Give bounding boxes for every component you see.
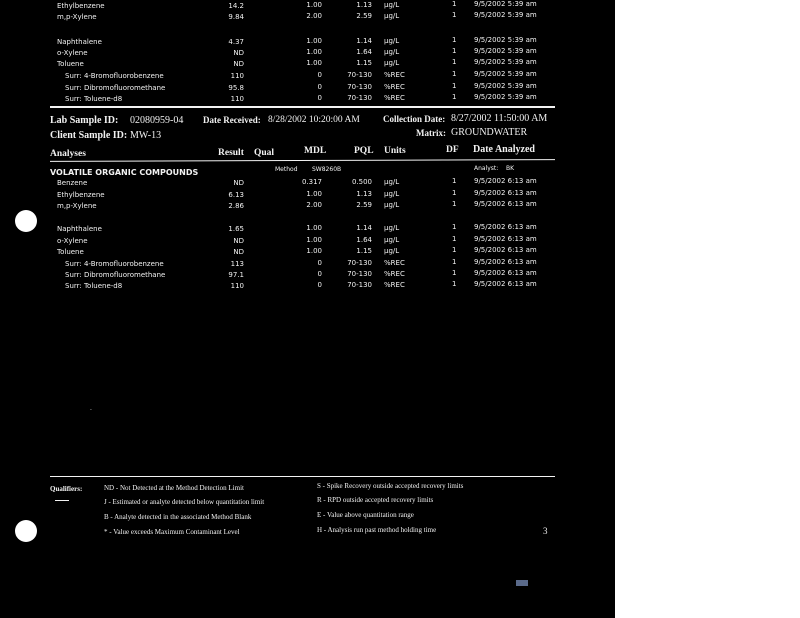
result-value: 95.8 [228, 84, 244, 92]
qualifier-item: B - Analyte detected in the associated Method Blank [104, 513, 252, 521]
sample-divider [50, 106, 555, 108]
analyte-name: Surr: Toluene-d8 [65, 282, 123, 290]
client-sample-label: Client Sample ID: [50, 130, 128, 141]
df-value: 1 [452, 223, 457, 231]
pql-value: 70-130 [347, 94, 372, 102]
date-analyzed-value: 9/5/2002 5:39 am [474, 11, 537, 19]
qualifier-item: H - Analysis run past method holding time [317, 526, 437, 534]
analyst-label: Analyst: [474, 165, 499, 172]
units-value: %REC [384, 270, 405, 278]
units-value: µg/L [384, 236, 400, 244]
pql-value: 0.500 [351, 178, 372, 186]
date-analyzed-value: 9/5/2002 6:13 am [474, 189, 537, 197]
section-title: VOLATILE ORGANIC COMPOUNDS [50, 168, 199, 177]
df-value: 1 [452, 82, 457, 90]
df-value: 1 [452, 11, 457, 19]
mdl-value: 1.00 [306, 59, 322, 67]
result-value: 14.2 [228, 2, 244, 10]
units-value: µg/L [384, 48, 400, 56]
mdl-value: 1.00 [306, 247, 322, 255]
units-value: µg/L [384, 12, 400, 20]
mdl-value: 1.00 [306, 190, 322, 198]
date-analyzed-value: 9/5/2002 5:39 am [474, 36, 537, 44]
date-analyzed-value: 9/5/2002 6:13 am [474, 200, 537, 208]
analyte-name: Surr: 4-Bromofluorobenzene [65, 260, 164, 268]
result-value: ND [233, 179, 244, 187]
qualifier-divider [50, 476, 555, 477]
pql-value: 1.14 [356, 224, 372, 232]
pql-value: 1.64 [356, 48, 372, 56]
qualifier-item: E - Value above quantitation range [317, 511, 414, 519]
df-value: 1 [452, 200, 457, 208]
mdl-value: 0 [317, 259, 322, 267]
pql-value: 1.15 [356, 59, 372, 67]
df-value: 1 [452, 0, 457, 8]
mdl-value: 0 [317, 83, 322, 91]
result-value: ND [233, 248, 244, 256]
result-value: 6.13 [228, 191, 244, 199]
pql-value: 1.64 [356, 236, 372, 244]
mdl-value: 1.00 [306, 1, 322, 9]
qualifiers-label: Qualifiers: [50, 485, 83, 493]
date-received-label: Date Received: [203, 115, 261, 125]
analyte-name: Surr: Dibromofluoromethane [65, 84, 166, 92]
client-sample-id: MW-13 [130, 130, 162, 141]
date-analyzed-value: 9/5/2002 5:39 am [474, 82, 537, 90]
date-analyzed-value: 9/5/2002 5:39 am [474, 0, 537, 8]
matrix-value: GROUNDWATER [451, 127, 528, 138]
pql-value: 1.13 [356, 1, 372, 9]
date-analyzed-value: 9/5/2002 6:13 am [474, 246, 537, 254]
units-value: µg/L [384, 247, 400, 255]
result-value: 113 [230, 260, 244, 268]
date-analyzed-value: 9/5/2002 6:13 am [474, 269, 537, 277]
date-analyzed-value: 9/5/2002 5:39 am [474, 70, 537, 78]
analyte-name: Surr: 4-Bromofluorobenzene [65, 72, 164, 80]
date-analyzed-value: 9/5/2002 5:39 am [474, 58, 537, 66]
mdl-value: 1.00 [306, 37, 322, 45]
mdl-value: 2.00 [306, 12, 322, 20]
analyte-name: Naphthalene [57, 38, 102, 46]
result-value: 2.86 [228, 202, 244, 210]
mdl-value: 0 [317, 94, 322, 102]
result-value: ND [233, 237, 244, 245]
date-analyzed-value: 9/5/2002 6:13 am [474, 235, 537, 243]
df-value: 1 [452, 36, 457, 44]
result-value: ND [233, 60, 244, 68]
header-mdl: MDL [304, 146, 327, 156]
analyte-name: m,p-Xylene [57, 13, 97, 21]
analyte-name: Benzene [57, 179, 88, 187]
pql-value: 1.13 [356, 190, 372, 198]
analyte-name: Ethylbenzene [57, 2, 105, 10]
pql-value: 1.14 [356, 37, 372, 45]
mdl-value: 0 [317, 281, 322, 289]
analyte-name: Toluene [57, 60, 84, 68]
mdl-value: 1.00 [306, 224, 322, 232]
mdl-value: 1.00 [306, 48, 322, 56]
date-analyzed-value: 9/5/2002 5:39 am [474, 47, 537, 55]
qualifier-item: * - Value exceeds Maximum Contaminant Level [104, 528, 240, 536]
date-analyzed-value: 9/5/2002 6:13 am [474, 258, 537, 266]
df-value: 1 [452, 258, 457, 266]
df-value: 1 [452, 269, 457, 277]
header-pql: PQL [354, 146, 374, 156]
lab-sample-id: 02080959-04 [130, 115, 184, 126]
header-date-analyzed: Date Analyzed [473, 144, 535, 155]
method-name: SW8260B [312, 166, 342, 173]
date-analyzed-value: 9/5/2002 5:39 am [474, 93, 537, 101]
analyte-name: o-Xylene [57, 237, 88, 245]
pql-value: 2.59 [356, 12, 372, 20]
punch-hole [15, 520, 37, 542]
header-units: Units [384, 146, 406, 156]
analyte-name: Surr: Dibromofluoromethane [65, 271, 166, 279]
scan-artifact-mark [516, 580, 528, 586]
df-value: 1 [452, 70, 457, 78]
pql-value: 70-130 [347, 281, 372, 289]
page-number: 3 [543, 526, 548, 536]
date-analyzed-value: 9/5/2002 6:13 am [474, 280, 537, 288]
result-value: ND [233, 49, 244, 57]
analyte-name: m,p-Xylene [57, 202, 97, 210]
mdl-value: 0.317 [301, 178, 322, 186]
pql-value: 70-130 [347, 71, 372, 79]
logo-mark [55, 500, 69, 501]
df-value: 1 [452, 280, 457, 288]
units-value: %REC [384, 83, 405, 91]
date-received: 8/28/2002 10:20:00 AM [268, 115, 360, 125]
result-value: 9.84 [228, 13, 244, 21]
lab-sample-label: Lab Sample ID: [50, 115, 119, 126]
mdl-value: 0 [317, 71, 322, 79]
result-value: 4.37 [228, 38, 244, 46]
result-value: 110 [230, 72, 244, 80]
units-value: µg/L [384, 178, 400, 186]
units-value: µg/L [384, 190, 400, 198]
mdl-value: 1.00 [306, 236, 322, 244]
result-value: 97.1 [228, 271, 244, 279]
df-value: 1 [452, 58, 457, 66]
collection-date: 8/27/2002 11:50:00 AM [451, 113, 548, 124]
units-value: %REC [384, 94, 405, 102]
date-analyzed-value: 9/5/2002 6:13 am [474, 177, 537, 185]
analyst-initials: BK [506, 165, 515, 172]
units-value: µg/L [384, 1, 400, 9]
qualifier-item: R - RPD outside accepted recovery limits [317, 496, 434, 504]
qualifier-item: J - Estimated or analyte detected below quantitation limit [104, 498, 265, 506]
method-label: Method [275, 166, 298, 173]
df-value: 1 [452, 189, 457, 197]
analyte-name: Naphthalene [57, 225, 102, 233]
pql-value: 2.59 [356, 201, 372, 209]
scanned-report-page: Ethylbenzene 14.2 1.00 1.13 µg/L 1 9/5/2002 5:39 am m,p-Xylene 9.84 2.00 2.59 µg/L 1 9/5/2002 5:39 am Naphthalene 4.37 1.00 1.14 µg/L 1 9/5/2002 5:39 am o-Xylene ND 1.00 1.64 µg/L 1 9/5/2002 5:39 am Toluene ND 1.00 1.15 µg/L 1 9/5/2002 5:39 am Surr: 4-Bromofluorobenzene 110 0 70-130 %REC 1 9/5/2002 5:39 am Surr: Dibromofluoromethane 95.8 0 70-130 %REC 1 9/5/2002 5:39 am Surr: Toluene-d8 110 0 70-130 %REC 1 9/5/2002 5:39 am Lab Sample ID: 02080959-04 Date Received: 8/28/2002 10:20:00 AM Collection Date: 8/27/2002 11:50:00 AM Client Sample ID: MW-13 Matrix: GROUNDWATER Analyses Result Qual MDL PQL Units DF Date Analyzed VOLATILE ORGANIC COMPOUNDS Method SW8260B Analyst: BK Benzene ND 0.317 0.500 µg/L 1 9/5/2002 6:13 am Ethylbenzene 6.13 1.00 1.13 µg/L 1 9/5/2002 6:13 am m,p-Xylene 2.86 2.00 2.59 µg/L 1 9/5/2002 6:13 am Naphthalene 1.65 1.00 1.14 µg/L 1 9/5/2002 6:13 am o-Xylene ND 1.00 1.64 µg/L 1 9/5/2002 6:13 am Toluene ND 1.00 1.15 µg/L 1 9/5/2002 6:13 am Surr: 4-Bromofluorobenzene 113 0 70-130 %REC 1 9/5/2002 6:13 am Surr: Dibromofluoromethane 97.1 0 70-130 %REC 1 9/5/2002 6:13 am Surr: Toluene-d8 110 0 70-130 %REC 1 9/5/2002 6:13 am . Qualifiers: ND - Not Detected at the Method Detection Limit J - Estimated or analyte detected below quantitation limit B - Analyte detected in the associated Method Blank * - Value exceeds Maximum Contaminant Level S - Spike Recovery outside accepted recovery limits R - RPD outside accepted recovery limits E - Value above quantitation range H - Analysis run past method holding time 3 [0, 0, 615, 618]
punch-hole [15, 210, 37, 232]
date-analyzed-value: 9/5/2002 6:13 am [474, 223, 537, 231]
df-value: 1 [452, 177, 457, 185]
analyte-name: Toluene [57, 248, 84, 256]
analyte-name: Surr: Toluene-d8 [65, 95, 123, 103]
df-value: 1 [452, 235, 457, 243]
pql-value: 70-130 [347, 259, 372, 267]
df-value: 1 [452, 246, 457, 254]
units-value: %REC [384, 71, 405, 79]
pql-value: 1.15 [356, 247, 372, 255]
header-qual: Qual [254, 148, 275, 158]
qualifier-item: S - Spike Recovery outside accepted recovery limits [317, 482, 464, 490]
header-divider [50, 159, 555, 162]
units-value: %REC [384, 259, 405, 267]
header-result: Result [218, 148, 244, 158]
result-value: 110 [230, 282, 244, 290]
mdl-value: 0 [317, 270, 322, 278]
header-analyses: Analyses [50, 149, 86, 159]
units-value: µg/L [384, 59, 400, 67]
df-value: 1 [452, 93, 457, 101]
result-value: 110 [230, 95, 244, 103]
units-value: µg/L [384, 224, 400, 232]
mdl-value: 2.00 [306, 201, 322, 209]
units-value: µg/L [384, 201, 400, 209]
matrix-label: Matrix: [416, 128, 446, 138]
units-value: µg/L [384, 37, 400, 45]
collection-date-label: Collection Date: [383, 114, 446, 124]
units-value: %REC [384, 281, 405, 289]
result-value: 1.65 [228, 225, 244, 233]
header-df: DF [446, 145, 459, 155]
df-value: 1 [452, 47, 457, 55]
pql-value: 70-130 [347, 83, 372, 91]
pql-value: 70-130 [347, 270, 372, 278]
qualifier-item: ND - Not Detected at the Method Detection Limit [104, 484, 244, 492]
analyte-name: o-Xylene [57, 49, 88, 57]
analyte-name: Ethylbenzene [57, 191, 105, 199]
